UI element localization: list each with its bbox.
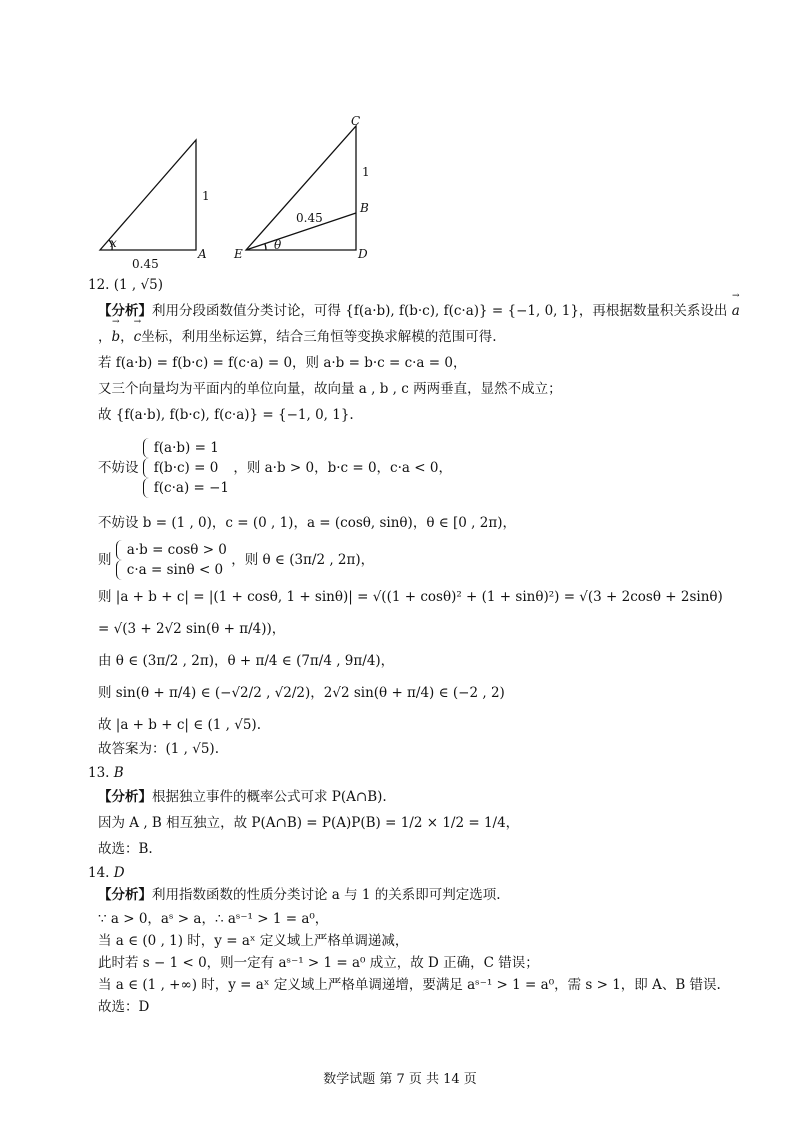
q14-answer: D	[113, 865, 125, 881]
q12-analysis-cont: ，→ b，→ c坐标，利用坐标运算，结合三角恒等变换求解模的范围可得.	[98, 328, 497, 346]
q14-final: 故选：D	[98, 999, 150, 1015]
q12-then-label: 则	[98, 552, 112, 568]
angle-x-label: x	[110, 236, 117, 250]
q12-number: 12.	[88, 277, 110, 293]
q14-line4: 当 a ∈ (1 , +∞) 时，y = aˣ 定义域上严格单调递增，要满足 aˢ⁻¹ > 1 = a⁰，需 s > 1，即 A、B 错误.	[98, 977, 721, 993]
q12-line9: 由 θ ∈ (3π/2 , 2π)，θ + π/4 ∈ (7π/4 , 9π/4)，	[98, 653, 395, 669]
q14-line2: 当 a ∈ (0 , 1) 时，y = aˣ 定义域上严格单调递减，	[98, 933, 409, 949]
q14-header	[88, 864, 125, 882]
q12-assume-row3: f(c·a) = −1	[143, 478, 229, 498]
q12-line7: 则 |a + b + c| = |(1 + cosθ, 1 + sinθ)| = √((1 + cosθ)² + (1 + sinθ)²) = √(3 + 2cosθ + 2sinθ)	[98, 589, 723, 605]
page-footer: 数学试题 第 7 页 共 14 页	[323, 1072, 477, 1087]
q12-header	[88, 276, 163, 294]
q12-then-system	[116, 540, 227, 580]
q13-analysis	[98, 788, 387, 806]
q12-line5: 不妨设 b = (1 , 0)，c = (0 , 1)，a = (cosθ, sinθ)，θ ∈ [0 , 2π)，	[98, 515, 516, 531]
q12-line11: 故 |a + b + c| ∈ (1 , √5).	[98, 717, 261, 733]
q14-analysis	[98, 886, 501, 904]
q12-assume-then: ，则 a·b > 0，b·c = 0，c·a < 0，	[233, 460, 452, 476]
q12-answer: (1 , √5)	[113, 277, 163, 293]
q14-analysis-text: 利用指数函数的性质分类讨论 a 与 1 的关系即可判定选项.	[152, 887, 501, 903]
q12-assume-row1: f(a·b) = 1	[143, 438, 229, 458]
vertex-d-label: D	[358, 247, 368, 261]
q12-analysis: 【分析】利用分段函数值分类讨论，可得 {f(a·b), f(b·c), f(c·a)} = {−1, 0, 1}，再根据数量积关系设出 → a	[98, 302, 740, 320]
q12-assume	[98, 438, 452, 498]
q14-line1: ∵ a > 0，aˢ > a，∴ aˢ⁻¹ > 1 = a⁰，	[98, 911, 329, 927]
q12-final: 故答案为：(1 , √5).	[98, 741, 219, 757]
q12-analysis-text: 利用分段函数值分类讨论，可得 {f(a·b), f(b·c), f(c·a)} = {−1, 0, 1}，再根据数量积关系设出	[152, 303, 728, 319]
vertex-b-label: B	[360, 201, 369, 215]
side-cb-label: 1	[362, 165, 370, 179]
q13-line1: 因为 A , B 相互独立，故 P(A∩B) = P(A)P(B) = 1/2 × 1/2 = 1/4，	[98, 815, 520, 831]
q14-line3: 此时若 s − 1 < 0，则一定有 aˢ⁻¹ > 1 = a⁰ 成立，故 D 正确，C 错误；	[98, 955, 539, 971]
q12-analysis-tag: 【分析】	[98, 303, 152, 319]
right-angle-arc	[265, 244, 266, 250]
q12-assume-row2: f(b·c) = 0	[143, 458, 229, 478]
q12-assume-label: 不妨设	[98, 460, 139, 476]
q12-line10: 则 sin(θ + π/4) ∈ (−√2/2 , √2/2)，2√2 sin(θ + π/4) ∈ (−2 , 2)	[98, 685, 505, 701]
vertex-e-label: E	[234, 247, 243, 261]
q14-number: 14.	[88, 865, 110, 881]
q13-number: 13.	[88, 765, 110, 781]
q12-line2: 又三个向量均为平面内的单位向量，故向量 a , b , c 两两垂直，显然不成立；	[98, 381, 562, 397]
q12-then-row2: c·a = sinθ < 0	[116, 560, 227, 580]
q12-line1: 若 f(a·b) = f(b·c) = f(c·a) = 0，则 a·b = b·c = c·a = 0，	[98, 355, 467, 371]
left-triangle	[100, 140, 196, 250]
triangle-figure	[90, 112, 410, 272]
q12-then-row1: a·b = cosθ > 0	[116, 540, 227, 560]
q12-line8: = √(3 + 2√2 sin(θ + π/4))，	[98, 621, 286, 637]
q12-assume-system	[143, 438, 229, 498]
hyp-eb-label: 0.45	[296, 211, 323, 225]
q14-analysis-tag: 【分析】	[98, 887, 152, 903]
theta-label: θ	[274, 238, 282, 252]
q12-then	[98, 540, 374, 580]
q13-analysis-tag: 【分析】	[98, 789, 152, 805]
q13-analysis-text: 根据独立事件的概率公式可求 P(A∩B).	[152, 789, 387, 805]
base-label: 0.45	[132, 257, 159, 271]
q13-header	[88, 764, 124, 782]
height-label: 1	[202, 189, 210, 203]
q12-then-tail: ，则 θ ∈ (3π/2 , 2π)，	[231, 552, 375, 568]
q12-line3: 故 {f(a·b), f(b·c), f(c·a)} = {−1, 0, 1}.	[98, 407, 354, 423]
vertex-a-label: A	[198, 247, 207, 261]
q13-final: 故选：B.	[98, 841, 153, 857]
q13-answer: B	[113, 765, 124, 781]
vertex-c-label: C	[351, 114, 361, 128]
